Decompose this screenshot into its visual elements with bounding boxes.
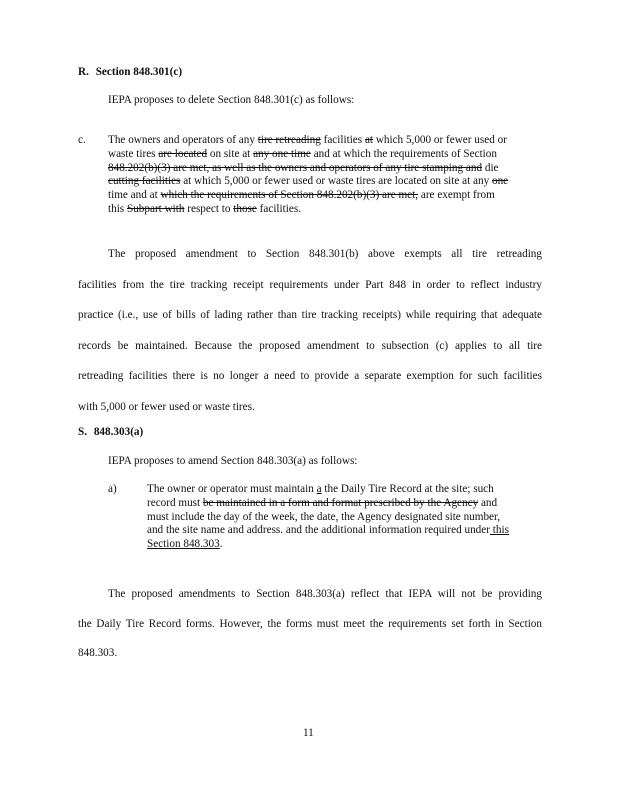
text-segment: on site at xyxy=(207,147,254,160)
section-r-explanation xyxy=(78,239,542,422)
text-segment: the Daily Tire Record at the site; such xyxy=(321,483,494,495)
deleted-text: Subpart with xyxy=(126,202,185,215)
deleted-text: be maintained in a form and format prescribed by the Agency xyxy=(202,496,479,509)
text-segment: at which 5,000 or fewer used or waste tires are located on site at any xyxy=(180,175,492,188)
text-segment: and at which the requirements of Section xyxy=(310,147,497,160)
deleted-text: cutting facilities xyxy=(108,175,181,188)
paragraph-line: records be maintained. Because the proposed amendment to subsection (c) applies to all tire xyxy=(78,339,542,352)
text-segment: facilities xyxy=(320,134,365,146)
amended-line xyxy=(108,134,508,148)
section-s-title: 848.303(a) xyxy=(93,426,144,438)
deleted-text: those xyxy=(233,202,257,215)
text-segment: and the site name and address. and the additional information required under xyxy=(147,524,490,537)
paragraph-line: 848.303. xyxy=(78,647,118,659)
amended-line xyxy=(108,189,508,203)
text-segment: facilities. xyxy=(256,202,301,215)
section-r-title: Section 848.301(c) xyxy=(95,66,183,78)
section-s-item-label: a) xyxy=(108,483,117,495)
paragraph-line: facilities from the tire tracking receipt requirements under Part 848 in order to reflect industry xyxy=(78,278,542,291)
deleted-text: any one time xyxy=(253,147,311,160)
amended-line xyxy=(147,497,509,511)
deleted-text: 848.202(b)(3) are met, as well as the owners and operators of any tire stamping and xyxy=(108,161,483,174)
inserted-text: , xyxy=(497,510,501,523)
text-segment: respect to xyxy=(184,202,234,215)
text-segment: are exempt from xyxy=(418,189,495,202)
paragraph-line: the Daily Tire Record forms. However, the forms must meet the requirements set forth in Section xyxy=(78,617,542,630)
text-segment: time and at xyxy=(108,189,161,202)
text-segment: . xyxy=(219,538,223,551)
amended-line xyxy=(108,162,508,176)
deleted-text: tire retreading xyxy=(257,134,321,146)
amended-line xyxy=(108,175,508,189)
deleted-text: which the requirements of Section 848.202(b)(3) are met, xyxy=(160,189,419,202)
amended-line xyxy=(147,511,509,525)
page-number: 11 xyxy=(303,727,314,739)
section-r-intro: IEPA proposes to delete Section 848.301(c) as follows: xyxy=(108,94,355,106)
section-s-intro: IEPA proposes to amend Section 848.303(a) as follows: xyxy=(108,455,358,467)
text-segment: and xyxy=(478,496,498,509)
amended-line xyxy=(108,148,508,162)
amended-line xyxy=(108,203,508,217)
paragraph-line: retreading facilities there is no longer a need to provide a separate exemption for such facilities xyxy=(78,370,542,382)
amended-line xyxy=(147,538,509,552)
paragraph-line: practice (i.e., use of bills of lading rather than tire tracking receipts) while requiring that adequate xyxy=(78,309,542,321)
paragraph-line: with 5,000 or fewer used or waste tires. xyxy=(78,400,255,413)
text-segment: record must xyxy=(147,496,203,509)
text-segment: die xyxy=(482,161,499,174)
paragraph-line: The proposed amendment to Section 848.301(b) above exempts all tire retreading xyxy=(108,248,542,260)
text-segment: which 5,000 or fewer used or xyxy=(373,134,507,146)
section-s-amended-text xyxy=(147,483,509,552)
section-r-heading xyxy=(78,66,182,78)
text-segment: must include the day of the week, the date, the Agency designated site number xyxy=(147,510,498,523)
amended-line xyxy=(147,524,509,538)
inserted-text: this xyxy=(489,524,509,537)
deleted-text: one xyxy=(491,175,509,188)
amended-line xyxy=(147,483,509,497)
section-r-item-label: c. xyxy=(78,134,86,146)
text-segment: The owner or operator must maintain xyxy=(147,483,317,495)
text-segment: The owners and operators of any xyxy=(108,134,258,146)
section-s-letter: S. xyxy=(78,426,88,438)
deleted-text: at xyxy=(364,134,374,146)
section-r-letter: R. xyxy=(78,66,89,78)
deleted-text: are located xyxy=(158,147,208,160)
inserted-text: Section 848.303 xyxy=(147,538,220,551)
section-s-explanation xyxy=(78,580,542,669)
inserted-text: a xyxy=(316,483,322,495)
text-segment: waste tires xyxy=(108,147,159,160)
text-segment: this xyxy=(108,202,127,215)
paragraph-line: The proposed amendments to Section 848.303(a) reflect that IEPA will not be providing xyxy=(108,588,542,600)
section-s-heading xyxy=(78,426,143,438)
section-r-amended-text xyxy=(108,134,508,217)
